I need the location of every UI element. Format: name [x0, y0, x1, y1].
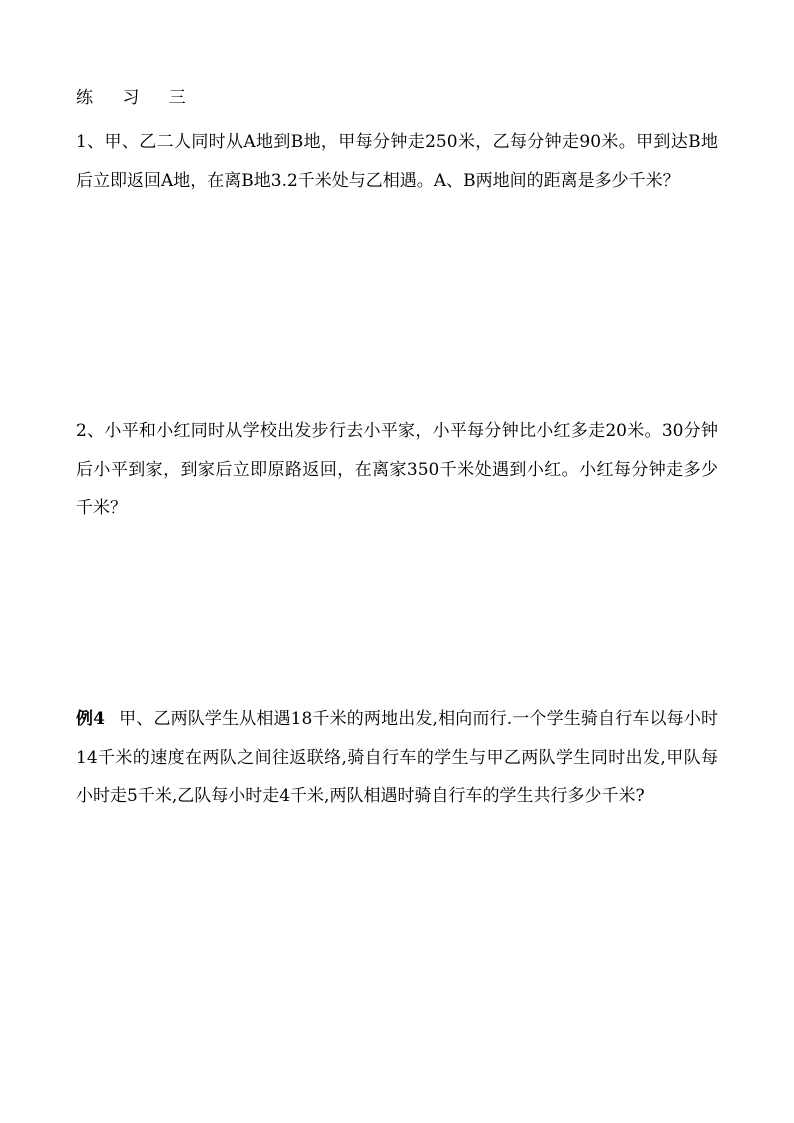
- example-label: 例4: [76, 709, 105, 729]
- example-4: [76, 700, 718, 816]
- section-title: 练 习 三: [76, 88, 198, 108]
- problem-1: 1、甲、乙二人同时从A地到B地，甲每分钟走250米，乙每分钟走90米。甲到达B地后立即返回A地，在离B地3.2千米处与乙相遇。A、B两地间的距离是多少千米？: [76, 132, 719, 191]
- problem-2: 2、小平和小红同时从学校出发步行去小平家，小平每分钟比小红多走20米。30分钟后小平到家，到家后立即原路返回，在离家350千米处遇到小红。小红每分钟走多少千米？: [76, 421, 718, 518]
- example-text: 甲、乙两队学生从相遇18千米的两地出发,相向而行.一个学生骑自行车以每小时14千米的速度在两队之间往返联络,骑自行车的学生与甲乙两队学生同时出发,甲队每小时走5千米,乙队每小时走4千米,两队相遇时骑自行车的学生共行多少千米?: [76, 709, 718, 806]
